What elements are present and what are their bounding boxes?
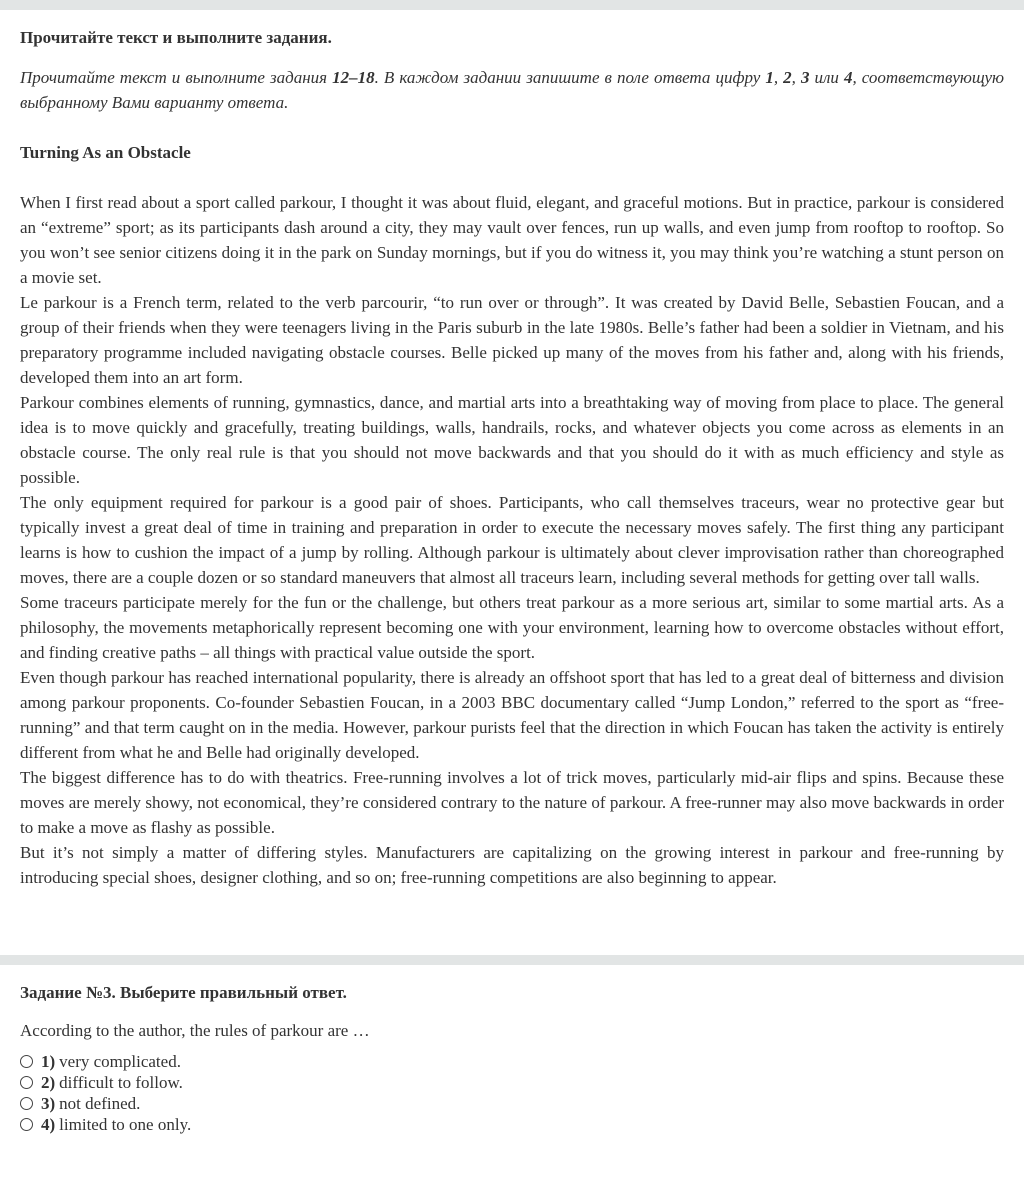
page-title: Прочитайте текст и выполните задания. (20, 28, 332, 47)
option-text: not defined. (59, 1093, 141, 1113)
text-paragraph: The only equipment required for parkour is a good pair of shoes. Participants, who call themselves traceurs, wear no protective gear but typically invest a great deal of time in training and preparation in order to execute the necessary moves safely. The first thing any participant learns is how to cushion the impact of a jump by rolling. Although parkour is ultimately about clever improvisation rather than choreographed moves, there are a couple dozen or so standard maneuvers that almost all traceurs learn, including several methods for getting over tall walls. (20, 493, 1004, 587)
option-text: difficult to follow. (59, 1072, 183, 1092)
answer-options (20, 1051, 1004, 1135)
radio-button[interactable] (20, 1076, 33, 1089)
instruction-part: , (791, 68, 801, 87)
option-text: very complicated. (59, 1051, 181, 1071)
text-paragraph: Even though parkour has reached international popularity, there is already an offshoot sport that has led to a great deal of bitterness and division among parkour proponents. Co-founder Sebastien Foucan, in a 2003 BBC documentary called “Jump London,” referred to the sport as “free-running” and that term caught on in the media. However, parkour purists feel that the direction in which Foucan has taken the activity is entirely different from what he and Belle had originally developed. (20, 668, 1004, 762)
radio-button[interactable] (20, 1118, 33, 1131)
answer-digit: 2 (783, 68, 792, 87)
reading-text (20, 190, 1004, 890)
instruction-part: . В каждом задании запишите в поле ответа цифру (374, 68, 766, 87)
text-paragraph: Some traceurs participate merely for the fun or the challenge, but others treat parkour as a more serious art, similar to some martial arts. As a philosophy, the movements metaphorically represent becoming one with your environment, learning how to overcome obstacles without effort, and finding creative paths – all things with practical value outside the sport. (20, 593, 1004, 662)
answer-option-3[interactable] (20, 1093, 1004, 1114)
answer-digit: 3 (800, 68, 810, 87)
instruction-part: или (809, 68, 844, 87)
text-title: Turning As an Obstacle (20, 143, 191, 162)
task-range: 12–18 (332, 68, 375, 87)
option-number: 2) (41, 1072, 56, 1092)
answer-option-4[interactable] (20, 1114, 1004, 1135)
task-title: Задание №3. Выберите правильный ответ. (20, 983, 347, 1002)
answer-option-1[interactable] (20, 1051, 1004, 1072)
instruction-part: , (773, 68, 784, 87)
option-number: 1) (41, 1051, 56, 1071)
text-paragraph: But it’s not simply a matter of differing styles. Manufacturers are capitalizing on the growing interest in parkour and free-running by introducing special shoes, designer clothing, and so on; free-running competitions are also beginning to appear. (20, 843, 1004, 887)
instruction-part: Прочитайте текст и выполните задания (20, 68, 333, 87)
radio-button[interactable] (20, 1055, 33, 1068)
text-paragraph: When I first read about a sport called parkour, I thought it was about fluid, elegant, and graceful motions. But in practice, parkour is considered an “extreme” sport; as its participants dash around a city, they may vault over fences, run up walls, and even jump from rooftop to rooftop. So you won’t see senior citizens doing it in the park on Sunday mornings, but if you do witness it, you may think you’re watching a stunt person on a movie set. (20, 193, 1004, 287)
option-text: limited to one only. (59, 1114, 192, 1134)
instruction-part: , соответствующую выбранному Вами варианту ответа. (20, 68, 1005, 112)
text-paragraph: Parkour combines elements of running, gymnastics, dance, and martial arts into a breathtaking way of moving from place to place. The general idea is to move quickly and gracefully, treating buildings, walls, handrails, rocks, and whatever objects you come across as elements in an obstacle course. The only real rule is that you should not move backwards and that you should do it with as much efficiency and style as possible. (20, 393, 1004, 487)
answer-digit: 1 (765, 68, 774, 87)
section-divider (0, 955, 1024, 965)
option-number: 3) (41, 1093, 56, 1113)
top-divider (0, 0, 1024, 10)
text-paragraph: Le parkour is a French term, related to the verb parcourir, “to run over or through”. It was created by David Belle, Sebastien Foucan, and a group of their friends when they were teenagers living in the Paris suburb in the late 1980s. Belle’s father had been a soldier in Vietnam, and his preparatory programme included navigating obstacle courses. Belle picked up many of the moves from his father and, along with his friends, developed them into an art form. (20, 293, 1004, 387)
radio-button[interactable] (20, 1097, 33, 1110)
question-text: According to the author, the rules of parkour are … (20, 1021, 370, 1040)
instruction-text (20, 65, 1004, 115)
answer-digit: 4 (843, 68, 853, 87)
option-number: 4) (41, 1114, 56, 1134)
text-paragraph: The biggest difference has to do with theatrics. Free-running involves a lot of trick moves, particularly mid-air flips and spins. Because these moves are merely showy, not economical, they’re considered contrary to the nature of parkour. A free-runner may also move backwards in order to make a move as flashy as possible. (20, 768, 1004, 837)
answer-option-2[interactable] (20, 1072, 1004, 1093)
